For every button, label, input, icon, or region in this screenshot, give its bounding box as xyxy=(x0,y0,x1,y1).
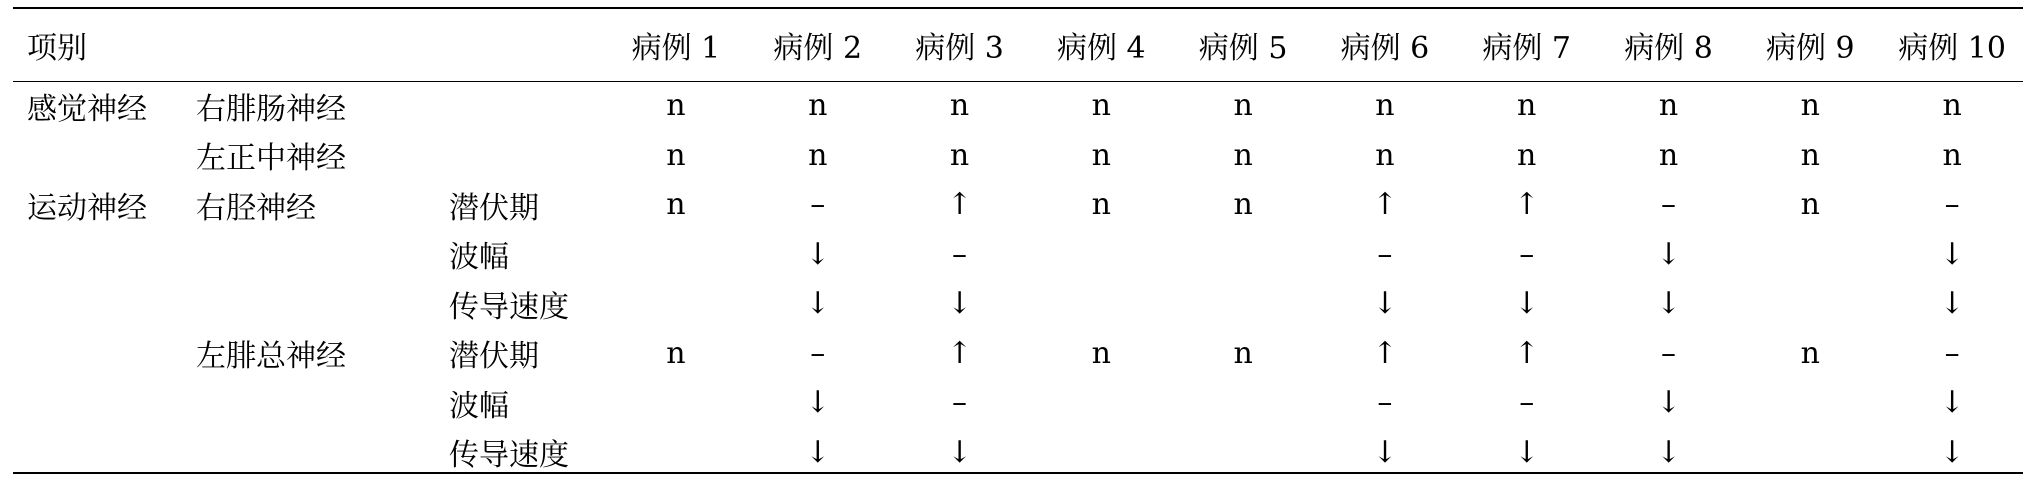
case-value-cell: n xyxy=(1517,137,1537,173)
case-value-cell xyxy=(605,279,747,329)
table-row xyxy=(13,329,2023,379)
case-value-cell: ↓ xyxy=(805,236,831,272)
case-value-cell: ↓ xyxy=(1655,385,1682,421)
case-value-cell: ↑ xyxy=(946,187,973,223)
case-value-cell xyxy=(1172,428,1314,478)
case-value-cell: ↑ xyxy=(1514,335,1540,371)
table-row xyxy=(13,230,2023,280)
row-category-label xyxy=(13,378,183,428)
case-value-cell: – xyxy=(1661,335,1676,371)
case-value-cell: ↓ xyxy=(805,385,831,421)
header-case: 病例 8 xyxy=(1624,31,1713,66)
case-value-cell: ↓ xyxy=(805,434,831,470)
case-value-cell: ↓ xyxy=(1655,434,1682,470)
table-row xyxy=(13,378,2023,428)
case-value-cell: n xyxy=(1942,88,1962,124)
header-case: 病例 5 xyxy=(1198,31,1288,66)
case-value-cell: ↓ xyxy=(1655,236,1682,272)
case-value-cell: – xyxy=(1377,385,1393,421)
header-case: 病例 1 xyxy=(631,31,721,66)
case-value-cell: ↑ xyxy=(1514,187,1540,223)
case-value-cell xyxy=(1172,230,1314,280)
case-value-cell: ↑ xyxy=(1372,335,1398,371)
case-value-cell: n xyxy=(808,137,828,173)
row-nerve-label: 右胫神经 xyxy=(196,190,316,226)
row-nerve-label: 右腓肠神经 xyxy=(196,91,346,127)
case-value-cell: – xyxy=(810,335,826,371)
header-case: 病例 2 xyxy=(773,31,863,66)
case-value-cell: n xyxy=(1800,137,1820,173)
case-value-cell: – xyxy=(1519,236,1535,272)
row-nerve-label xyxy=(183,428,428,478)
header-case: 病例 10 xyxy=(1898,31,2006,66)
row-category-label xyxy=(13,279,183,329)
case-value-cell: – xyxy=(952,236,968,272)
header-case: 病例 3 xyxy=(915,31,1004,66)
row-nerve-label xyxy=(183,279,428,329)
case-value-cell: n xyxy=(1658,137,1679,173)
table-row xyxy=(13,279,2023,329)
case-value-cell: n xyxy=(1233,88,1253,124)
case-value-cell: n xyxy=(1233,187,1253,223)
case-value-cell: n xyxy=(1091,335,1111,371)
case-value-cell xyxy=(605,230,747,280)
nerve-conduction-table xyxy=(13,9,2023,477)
row-nerve-label xyxy=(183,378,428,428)
row-parameter-label: 波幅 xyxy=(449,240,509,276)
case-value-cell: ↓ xyxy=(1514,286,1540,322)
case-value-cell xyxy=(1030,279,1172,329)
case-value-cell xyxy=(605,378,747,428)
case-value-cell: – xyxy=(1377,236,1393,272)
case-value-cell: n xyxy=(1233,137,1253,173)
table-row xyxy=(13,180,2023,230)
row-parameter-label: 波幅 xyxy=(449,388,509,424)
row-nerve-label: 左腓总神经 xyxy=(196,339,346,375)
header-case: 病例 6 xyxy=(1340,31,1430,66)
case-value-cell: n xyxy=(666,335,686,371)
case-value-cell xyxy=(1172,378,1314,428)
header-case: 病例 7 xyxy=(1482,31,1572,66)
case-value-cell: ↑ xyxy=(946,335,973,371)
case-value-cell: n xyxy=(666,137,686,173)
table-row xyxy=(13,131,2023,181)
case-value-cell: n xyxy=(1800,335,1820,371)
case-value-cell xyxy=(1739,230,1881,280)
case-value-cell: n xyxy=(1658,88,1679,124)
case-value-cell: – xyxy=(1519,385,1535,421)
case-value-cell: n xyxy=(1375,137,1395,173)
row-nerve-label: 左正中神经 xyxy=(196,141,346,177)
row-parameter-label: 潜伏期 xyxy=(449,339,539,375)
row-category-label: 感觉神经 xyxy=(27,91,147,127)
case-value-cell: n xyxy=(949,137,970,173)
case-value-cell: ↓ xyxy=(946,286,973,322)
case-value-cell xyxy=(605,428,747,478)
case-value-cell: n xyxy=(1942,137,1962,173)
row-parameter-label xyxy=(428,81,605,131)
row-nerve-label xyxy=(183,230,428,280)
case-value-cell: n xyxy=(1091,88,1111,124)
case-value-cell: n xyxy=(1375,88,1395,124)
row-parameter-label xyxy=(428,131,605,181)
nerve-conduction-table-container xyxy=(13,0,2023,480)
case-value-cell: ↓ xyxy=(946,434,973,470)
case-value-cell: ↓ xyxy=(1939,236,1965,272)
case-value-cell: n xyxy=(1091,187,1111,223)
row-category-label xyxy=(13,428,183,478)
case-value-cell: n xyxy=(1233,335,1253,371)
case-value-cell xyxy=(1172,279,1314,329)
case-value-cell: n xyxy=(1517,88,1537,124)
case-value-cell: n xyxy=(666,187,686,223)
table-row xyxy=(13,81,2023,131)
case-value-cell: ↓ xyxy=(805,286,831,322)
case-value-cell: – xyxy=(810,187,826,223)
case-value-cell xyxy=(1739,279,1881,329)
case-value-cell: ↓ xyxy=(1514,434,1540,470)
case-value-cell xyxy=(1030,230,1172,280)
case-value-cell xyxy=(1030,378,1172,428)
table-header-row xyxy=(13,9,2023,81)
case-value-cell: n xyxy=(666,88,686,124)
row-parameter-label: 潜伏期 xyxy=(449,190,539,226)
row-parameter-label: 传导速度 xyxy=(449,438,569,474)
case-value-cell: ↑ xyxy=(1372,187,1398,223)
case-value-cell: ↓ xyxy=(1372,286,1398,322)
case-value-cell: ↓ xyxy=(1372,434,1398,470)
header-case: 病例 9 xyxy=(1765,31,1855,66)
row-category-label xyxy=(13,329,183,379)
header-item-label: 项别 xyxy=(27,31,87,66)
row-category-label xyxy=(13,230,183,280)
row-category-label: 运动神经 xyxy=(27,190,147,226)
case-value-cell: n xyxy=(1091,137,1111,173)
case-value-cell: ↓ xyxy=(1939,286,1965,322)
case-value-cell: – xyxy=(1661,187,1676,223)
case-value-cell: n xyxy=(808,88,828,124)
case-value-cell: – xyxy=(1944,335,1960,371)
case-value-cell xyxy=(1739,378,1881,428)
case-value-cell: n xyxy=(949,88,970,124)
case-value-cell: ↓ xyxy=(1939,385,1965,421)
case-value-cell: n xyxy=(1800,88,1820,124)
case-value-cell xyxy=(1030,428,1172,478)
case-value-cell: ↓ xyxy=(1939,434,1965,470)
case-value-cell: n xyxy=(1800,187,1820,223)
row-category-label xyxy=(13,131,183,181)
row-parameter-label: 传导速度 xyxy=(449,289,569,325)
table-row xyxy=(13,428,2023,478)
case-value-cell: ↓ xyxy=(1655,286,1682,322)
table-body xyxy=(13,81,2023,477)
case-value-cell: – xyxy=(952,385,968,421)
header-case: 病例 4 xyxy=(1057,31,1146,66)
case-value-cell: – xyxy=(1944,187,1960,223)
case-value-cell xyxy=(1739,428,1881,478)
